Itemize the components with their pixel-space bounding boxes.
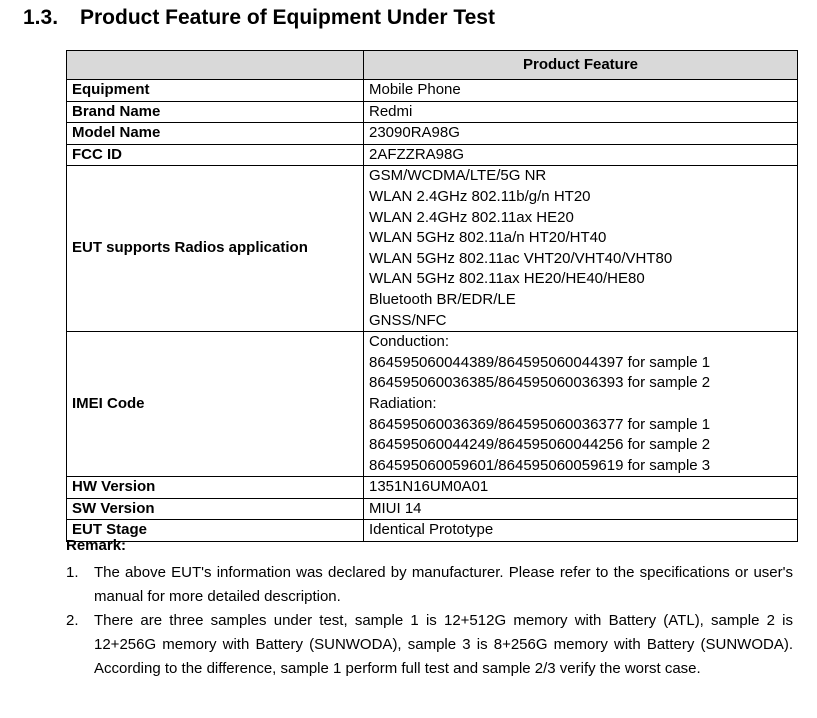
value-line: WLAN 5GHz 802.11a/n HT20/HT40 — [369, 229, 607, 247]
value-line: GNSS/NFC — [369, 311, 447, 329]
row-label: Equipment — [67, 80, 364, 102]
table-row — [67, 144, 798, 166]
table-header-row — [67, 51, 798, 80]
remark-index: 1. — [66, 564, 79, 581]
table-header-product-feature: Product Feature — [364, 51, 798, 80]
value-line: Redmi — [369, 102, 413, 120]
value-line: 864595060044249/864595060044256 for sample 2 — [369, 436, 711, 454]
row-label: EUT Stage — [67, 520, 364, 542]
table-header-blank — [67, 51, 364, 80]
value-line: 864595060036385/864595060036393 for sample 2 — [369, 374, 711, 392]
value-line: 2AFZZRA98G — [369, 145, 465, 163]
table-row — [67, 123, 798, 145]
value-line: 864595060036369/864595060036377 for sample 1 — [369, 415, 711, 433]
row-label: Model Name — [67, 123, 364, 145]
row-label: HW Version — [67, 477, 364, 499]
value-line: 864595060044389/864595060044397 for sample 1 — [369, 353, 711, 371]
value-line: 23090RA98G — [369, 124, 460, 142]
table-row — [67, 520, 798, 542]
value-line: WLAN 5GHz 802.11ax HE20/HE40/HE80 — [369, 270, 645, 288]
row-value — [364, 166, 798, 332]
row-value — [364, 101, 798, 123]
remark-text: The above EUT's information was declared by manufacturer. Please refer to the specifications or user's manual for more detailed description. — [94, 564, 793, 605]
row-value — [364, 332, 798, 477]
remark-list — [66, 561, 793, 681]
row-value — [364, 520, 798, 542]
value-line: Radiation: — [369, 394, 437, 412]
value-line: 864595060059601/864595060059619 for sample 3 — [369, 456, 711, 474]
remark-item — [66, 609, 793, 681]
row-value — [364, 498, 798, 520]
row-label: Brand Name — [67, 101, 364, 123]
value-line: Identical Prototype — [369, 521, 494, 539]
table-row — [67, 101, 798, 123]
row-label: FCC ID — [67, 144, 364, 166]
remark-item — [66, 561, 793, 609]
row-value — [364, 80, 798, 102]
table-row — [67, 166, 798, 332]
value-line: Bluetooth BR/EDR/LE — [369, 290, 516, 308]
row-value — [364, 477, 798, 499]
row-label: EUT supports Radios application — [67, 166, 364, 332]
value-line: MIUI 14 — [369, 499, 422, 517]
value-line: Conduction: — [369, 333, 450, 351]
table-body — [67, 80, 798, 542]
section-heading — [23, 6, 495, 30]
remark-text: There are three samples under test, sample 1 is 12+512G memory with Battery (ATL), sample 2 is 12+256G memory with Battery (SUNWODA), sample 3 is 8+256G memory with Battery (SUNWODA). According to the difference, sample 1 perform full test and sample 2/3 verify the worst case. — [94, 612, 793, 677]
table-row — [67, 80, 798, 102]
remark-index: 2. — [66, 612, 79, 629]
value-line: WLAN 5GHz 802.11ac VHT20/VHT40/VHT80 — [369, 249, 673, 267]
row-label: SW Version — [67, 498, 364, 520]
value-line: WLAN 2.4GHz 802.11ax HE20 — [369, 208, 574, 226]
row-value — [364, 144, 798, 166]
table-row — [67, 477, 798, 499]
section-number: 1.3. — [23, 6, 59, 29]
section-title: Product Feature of Equipment Under Test — [80, 6, 495, 29]
value-line: GSM/WCDMA/LTE/5G NR — [369, 167, 547, 185]
remark-title: Remark: — [66, 537, 127, 554]
table-row — [67, 498, 798, 520]
row-label: IMEI Code — [67, 332, 364, 477]
table-row — [67, 332, 798, 477]
value-line: WLAN 2.4GHz 802.11b/g/n HT20 — [369, 187, 591, 205]
value-line: Mobile Phone — [369, 81, 461, 98]
product-feature-table — [66, 50, 798, 542]
row-value — [364, 123, 798, 145]
value-line: 1351N16UM0A01 — [369, 478, 489, 496]
